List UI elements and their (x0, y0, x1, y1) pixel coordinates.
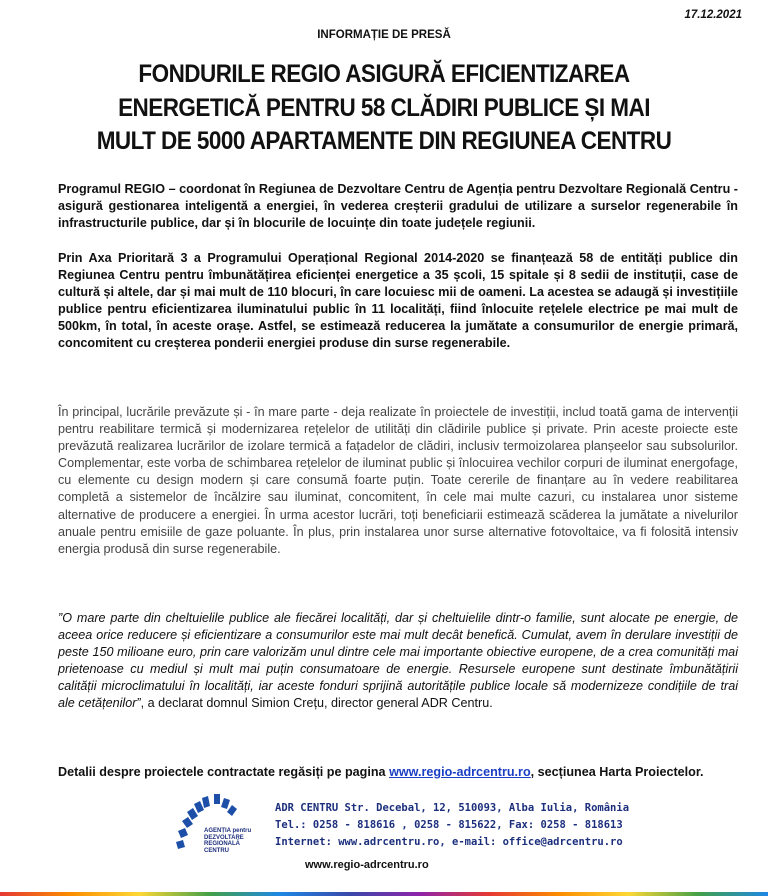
quote-paragraph (58, 610, 738, 713)
org-name: ADR CENTRU (275, 802, 339, 814)
footer-website[interactable]: www.regio-adrcentru.ro (305, 859, 429, 871)
details-paragraph (58, 764, 738, 781)
title-line-3: MULT DE 5000 APARTAMENTE DIN REGIUNEA CENTRU (96, 127, 672, 155)
contact-block (275, 800, 629, 850)
org-address: Str. Decebal, 12, 510093, Alba Iulia, România (338, 802, 630, 814)
logo-line-1: AGENȚIA pentru (204, 828, 252, 834)
intro-paragraph: Programul REGIO – coordonat în Regiunea de Dezvoltare Centru de Agenția pentru Dezvoltare Regională Centru - asigură gestionarea inteligentă a energiei, în vederea creșterii gradului de utilizare a surselor regenerabile în infrastructurile publice, dar și în blocurile de locuințe din toate județele regiunii. (58, 182, 738, 231)
details-text: Detalii despre proiectele contractate regăsiți pe pagina (58, 765, 390, 779)
footer-rainbow-stripe (0, 892, 768, 896)
funding-paragraph: Prin Axa Prioritară 3 a Programului Operațional Regional 2014-2020 se finanțează 58 de entități publice din Regiunea Centru pentru îmbunătățirea eficienței energetice a 35 școli, 15 spitale și 8 sedii de instituții, case de cultură și altele, dar și mai mult de 110 blocuri, în care locuiesc mii de oameni. La acestea se adaugă și investițiile publice pentru eficientizarea iluminatului public în 11 localități, fiind înlocuite rețelele electrice pe mai mult de 500km, în total, în aceste orașe. Astfel, se estimează reducerea la jumătate a consumurilor de energie primară, concomitent cu creșterea ponderii energiei produse din surse regenerabile. (58, 251, 738, 351)
contact-internet-line (275, 834, 629, 851)
works-paragraph: În principal, lucrările prevăzute și - în mare parte - deja realizate în proiectele de investiții, includ toată gama de intervenții pentru reabilitare termică și modernizarea rețelelor de utilități din clădirile publice și private. Prin aceste proiecte este prevăzută realizarea lucrărilor de izolare termică a fațadelor de clădiri, inclusiv termoizolarea planșeelor sau subsolurilor. Complementar, este vorba de schimbarea rețelelor de iluminat public și înlocuirea vechilor corpuri de iluminat energofage, cu elemente cu design modern și care consumă foarte puțin. Toate cererile de finanțare au în vedere reabilitarea completă a sistemelor de încălzire sau iluminat, concomitent, în cele mai multe cazuri, cu instalarea unor sisteme alternative de producere a energiei. În urma acestor lucrări, toți beneficiarii estimează scăderea la jumătate a nivelurilor anuale pentru emisiile de gaze poluante. În plus, prin instalarea unor surse alternative fotovoltaice, va fi folosită intensiv energia produsă din surse regenerabile. (58, 405, 738, 556)
details-suffix: , secțiunea Harta Proiectelor. (530, 765, 704, 779)
page-title (65, 58, 702, 159)
internet-label: Internet: (275, 835, 339, 848)
internet-link[interactable]: www.adrcentru.ro (338, 835, 440, 848)
contact-address-line (275, 800, 629, 817)
email-label: , e-mail: (439, 835, 503, 848)
contact-phone: Tel.: 0258 - 818616 , 0258 - 815622, Fax: 0258 - 818613 (275, 818, 623, 831)
press-kicker: INFORMAȚIE DE PRESĂ (317, 29, 451, 41)
logo-line-4: CENTRU (204, 847, 229, 854)
title-line-1: FONDURILE REGIO ASIGURĂ EFICIENTIZAREA (138, 60, 630, 88)
regio-site-link[interactable]: www.regio-adrcentru.ro (389, 765, 531, 779)
logo-caption (204, 828, 251, 854)
title-line-2: ENERGETICĂ PENTRU 58 CLĂDIRI PUBLICE ȘI MAI (118, 93, 650, 122)
press-date: 17.12.2021 (684, 9, 742, 21)
quote-attribution: , a declarat domnul Simion Crețu, director general ADR Centru. (140, 696, 493, 711)
email-link[interactable]: office@adrcentru.ro (502, 835, 623, 848)
quote-text: ”O mare parte din cheltuielile publice ale fiecărei localități, dar și cheltuielile dintr-o familie, sunt alocate pe energie, de aceea orice reducere și eficientizare a consumurilor este mai mult decât benefică. Cumulat, avem în derulare investiții de peste 150 milioane euro, prin care valorizăm unul dintre cele mai importante obiective europene, de a crea comunități mai prietenoase cu mediul și mult mai puțin consumatoare de energie. Resursele europene sunt destinate îmbunătățirii calității microclimatului în localități, iar aceste fonduri sprijină autoritățile publice locale să modernizeze condițiile de trai ale cetățenilor” (58, 611, 738, 711)
logo-line-2: DEZVOLTARE (204, 834, 244, 841)
logo-line-3: REGIONALĂ (204, 841, 240, 847)
